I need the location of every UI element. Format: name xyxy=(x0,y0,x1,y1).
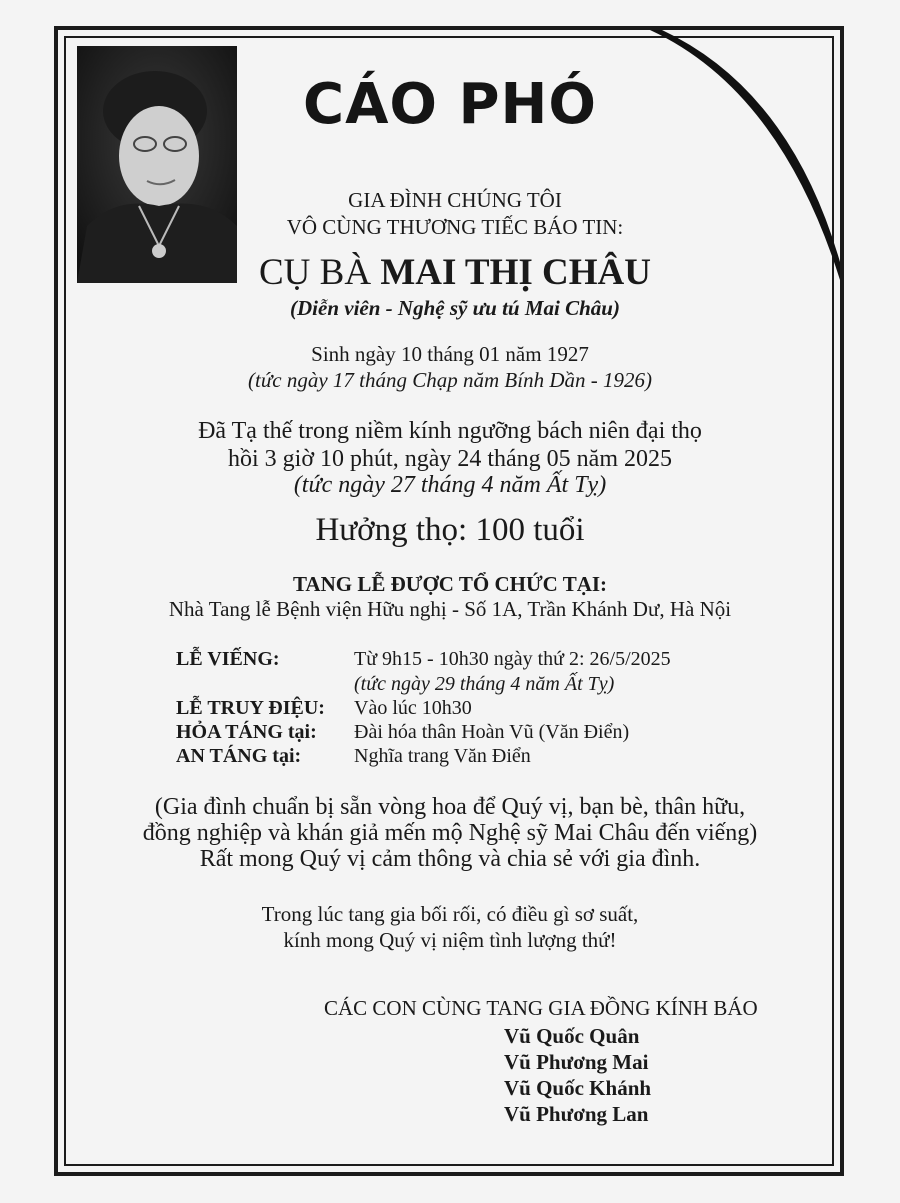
age-at-death: Hưởng thọ: 100 tuổi xyxy=(315,512,585,548)
cremation-label: HỎA TÁNG tại: xyxy=(176,721,317,743)
memorial-label: LỄ TRUY ĐIỆU: xyxy=(176,697,325,719)
notice-title: CÁO PHÓ xyxy=(302,72,598,137)
passing-line1: Đã Tạ thế trong niềm kính ngưỡng bách niên đại thọ xyxy=(198,418,702,444)
birth-date-lunar: (tức ngày 17 tháng Chạp năm Bính Dần - 1926) xyxy=(248,368,652,392)
note-line2: đồng nghiệp và khán giả mến mộ Nghệ sỹ Mai Châu đến viếng) xyxy=(142,820,758,846)
note-line1: (Gia đình chuẩn bị sẵn vòng hoa để Quý vị, bạn bè, thân hữu, xyxy=(154,794,746,820)
funeral-heading: TANG LỄ ĐƯỢC TỔ CHỨC TẠI: xyxy=(292,572,608,596)
family-announcement-line2: VÔ CÙNG THƯƠNG TIẾC BÁO TIN: xyxy=(286,215,624,239)
deceased-name xyxy=(200,251,710,294)
deceased-subtitle: (Diễn viên - Nghệ sỹ ưu tú Mai Châu) xyxy=(290,296,620,320)
viewing-lunar: (tức ngày 29 tháng 4 năm Ất Tỵ) xyxy=(354,673,615,695)
burial-value: Nghĩa trang Văn Điển xyxy=(354,745,531,767)
name-prefix: CỤ BÀ xyxy=(259,252,372,293)
burial-label: AN TÁNG tại: xyxy=(176,745,302,767)
cremation-value: Đài hóa thân Hoàn Vũ (Văn Điển) xyxy=(354,721,630,743)
child-name: Vũ Phương Lan xyxy=(504,1102,649,1126)
name-main: MAI THỊ CHÂU xyxy=(380,252,651,293)
child-name: Vũ Quốc Quân xyxy=(504,1024,640,1048)
passing-line3: (tức ngày 27 tháng 4 năm Ất Tỵ) xyxy=(293,472,607,498)
memorial-value: Vào lúc 10h30 xyxy=(354,697,472,719)
child-name: Vũ Phương Mai xyxy=(504,1050,649,1074)
passing-line2: hồi 3 giờ 10 phút, ngày 24 tháng 05 năm 2025 xyxy=(228,446,672,472)
note-line3: Rất mong Quý vị cảm thông và chia sẻ với gia đình. xyxy=(199,846,701,872)
portrait-photo xyxy=(77,46,237,283)
viewing-label: LỄ VIẾNG: xyxy=(176,648,280,670)
birth-date: Sinh ngày 10 tháng 01 năm 1927 xyxy=(311,342,589,366)
funeral-place: Nhà Tang lễ Bệnh viện Hữu nghị - Số 1A, Trần Khánh Dư, Hà Nội xyxy=(168,597,732,621)
mourning-ribbon-icon xyxy=(640,30,840,280)
family-announcement-line1: GIA ĐÌNH CHÚNG TÔI xyxy=(348,188,562,212)
apology-line2: kính mong Quý vị niệm tình lượng thứ! xyxy=(283,928,617,952)
signoff-text: CÁC CON CÙNG TANG GIA ĐỒNG KÍNH BÁO xyxy=(324,996,758,1020)
child-name: Vũ Quốc Khánh xyxy=(504,1076,652,1100)
viewing-value: Từ 9h15 - 10h30 ngày thứ 2: 26/5/2025 xyxy=(354,648,671,670)
apology-line1: Trong lúc tang gia bối rối, có điều gì sơ suất, xyxy=(261,902,639,926)
